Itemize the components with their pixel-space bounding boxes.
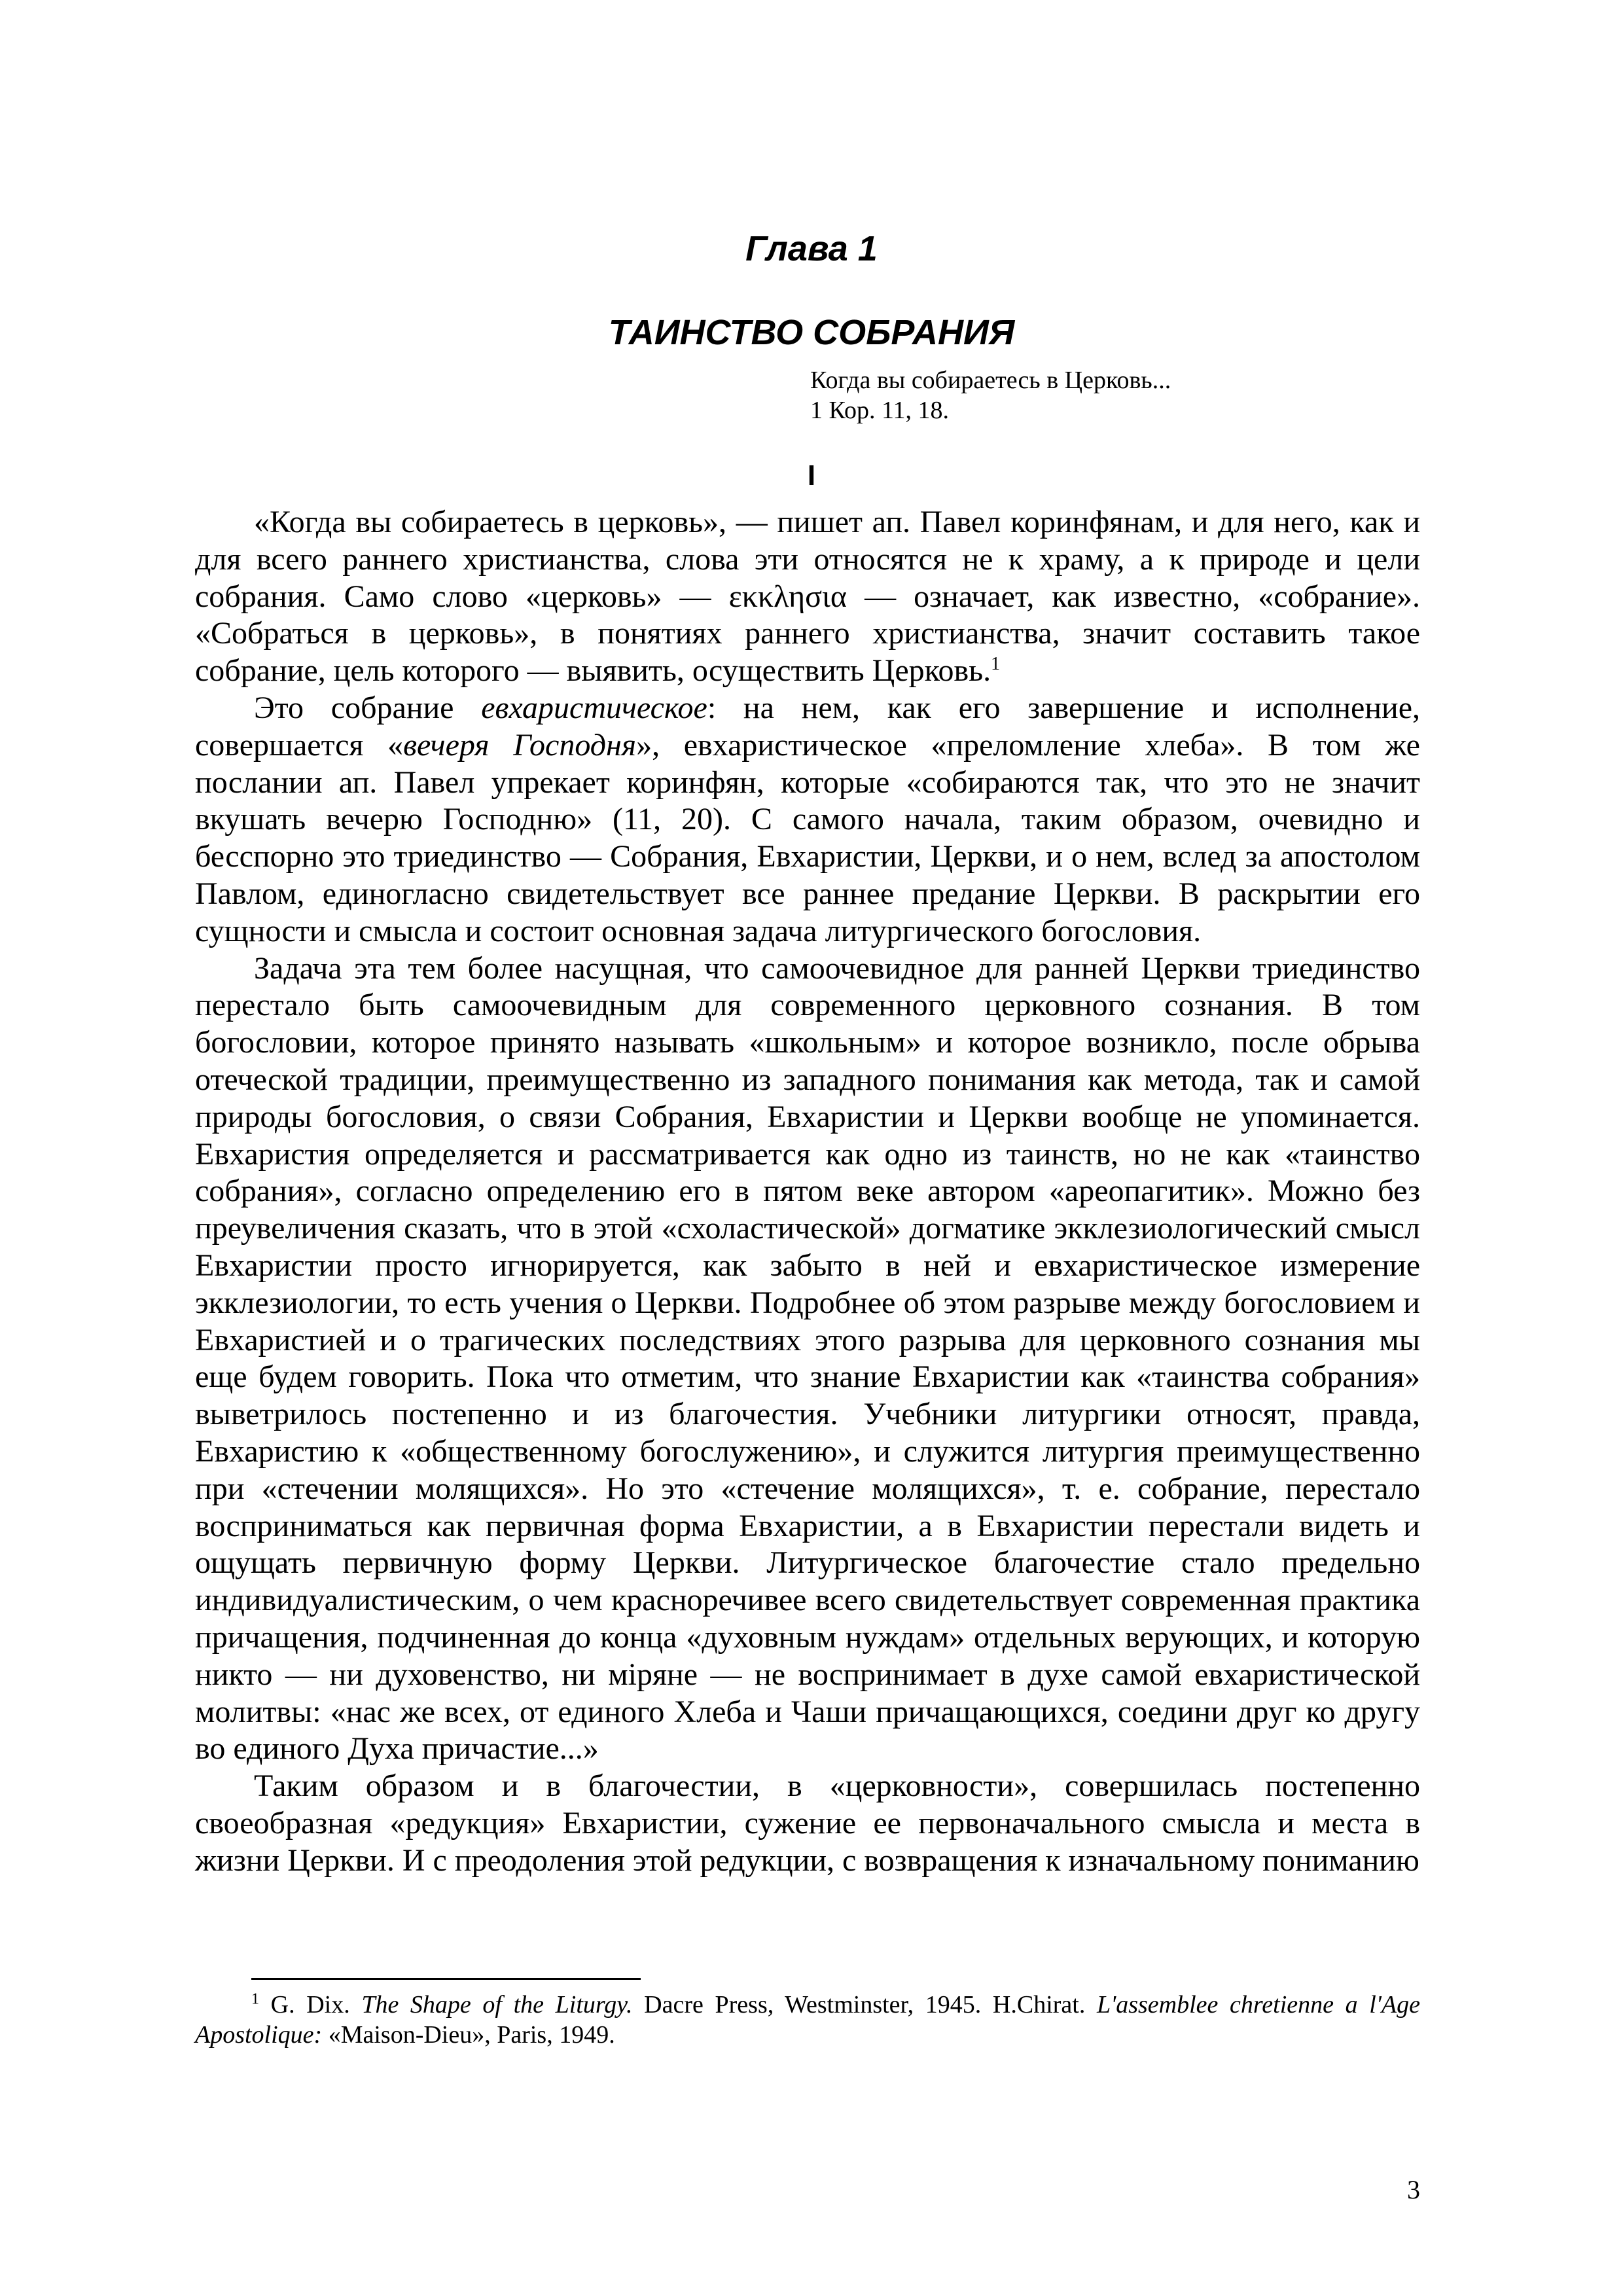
paragraph-2-part-a: Это собрание: [254, 690, 482, 725]
footnote-separator: [251, 1978, 641, 1980]
footnote-part-e: «Maison-Dieu», Paris, 1949.: [322, 2021, 615, 2049]
paragraph-2-part-e: », евхаристическое «преломление хлеба». В том же послании ап. Павел упрекает коринфян, которые «собираются так, что это не значит вкушать вечерю Господню» (11, 20). С самого начала, таким образом, очевидно и бесспорно это триединство — Собрания, Евхаристии, Церкви, и о нем, вслед за апостолом Павлом, единогласно свидетельствует все раннее предание Церкви. В раскрытии его сущности и смысла и состоит основная задача литургического богословия.: [195, 727, 1420, 948]
chapter-title: ТАИНСТВО СОБРАНИЯ: [608, 313, 1015, 352]
footnote-part-c: Dacre Press, Westminster, 1945. H.Chirat.: [632, 1991, 1097, 2018]
epigraph: [810, 365, 1171, 425]
page-number: 3: [1407, 2175, 1420, 2204]
footnote-title-1: The Shape of the Liturgy.: [361, 1991, 633, 2018]
footnote-ref: 1: [991, 654, 1001, 675]
emphasis-lords-supper: вечеря Господня: [403, 727, 637, 762]
chapter-label: Глава 1: [745, 229, 878, 268]
paragraph-2-part-c: : на нем, как его завершение и исполнение, совершается «: [195, 690, 1420, 762]
paragraph-3: Задача эта тем более насущная, что самоочевидное для ранней Церкви триединство перестало быть самоочевидным для современного церковного сознания. В том богословии, которое принято называть «школьным» и которое возникло, после обрыва отеческой традиции, преимущественно из западного понимания как метода, так и самой природы богословия, о связи Собрания, Евхаристии и Церкви вообще не упоминается. Евхаристия определяется и рассматривается как одно из таинств, но не как «таинство собрания», согласно определению его в пятом веке автором «ареопагитик». Можно без преувеличения сказать, что в этой «схоластической» догматике экклезиологический смысл Евхаристии просто игнорируется, как забыто в ней и евхаристическое измерение экклезиологии, то есть учения о Церкви. Подробнее об этом разрыве между богословием и Евхаристией и о трагических последствиях этого разрыва для церковного сознания мы еще будем говорить. Пока что отметим, что знание Евхаристии как «таинства собрания» выветрилось постепенно и из благочестия. Учебники литургики относят, правда, Евхаристию к «общественному богослужению», и служится литургия преимущественно при «стечении молящихся». Но это «стечение молящихся», т. е. собрание, перестало восприниматься как первичная форма Евхаристии, а в Евхаристии перестали видеть и ощущать первичную форму Церкви. Литургическое благочестие стало предельно индивидуалистическим, о чем красноречивее всего свидетельствует современная практика причащения, подчиненная до конца «духовным нуждам» отдельных верующих, и которую никто — ни духовенство, ни міряне — не воспринимает в духе самой евхаристической молитвы: «нас же всех, от единого Хлеба и Чаши причащающихся, соедини друг ко другу во единого Духа причастие...»: [195, 950, 1420, 1767]
paragraph-1: [195, 504, 1420, 690]
footnote-part-a: G. Dix.: [259, 1991, 362, 2018]
footnote-number: 1: [251, 1990, 259, 2008]
epigraph-text: Когда вы собираетесь в Церковь...: [810, 367, 1171, 394]
footnote-title-2: L'assemblee chretienne a l'Age Apostolique:: [195, 1991, 1420, 2049]
paragraph-2: [195, 690, 1420, 950]
emphasis-eucharistic: евхаристическое: [481, 690, 707, 725]
paragraph-4: Таким образом и в благочестии, в «церковности», совершилась постепенно своеобразная «редукция» Евхаристии, сужение ее первоначального смысла и места в жизни Церкви. И с преодоления этой редукции, с возвращения к изначальному пониманию: [195, 1768, 1420, 1878]
footnote: [195, 1990, 1420, 2050]
main-text: [195, 504, 1420, 1879]
paragraph-1-text: «Когда вы собираетесь в церковь», — пишет ап. Павел коринфянам, и для него, как и для всего раннего христианства, слова эти относятся не к храму, а к природе и цели собрания. Само слово «церковь» — εκκλησια — означает, как известно, «собрание». «Собраться в церковь», в понятиях раннего христианства, значит составить такое собрание, цель которого — выявить, осуществить Церковь.: [195, 505, 1421, 689]
section-number: I: [807, 459, 816, 492]
epigraph-source: 1 Кор. 11, 18.: [810, 397, 950, 424]
